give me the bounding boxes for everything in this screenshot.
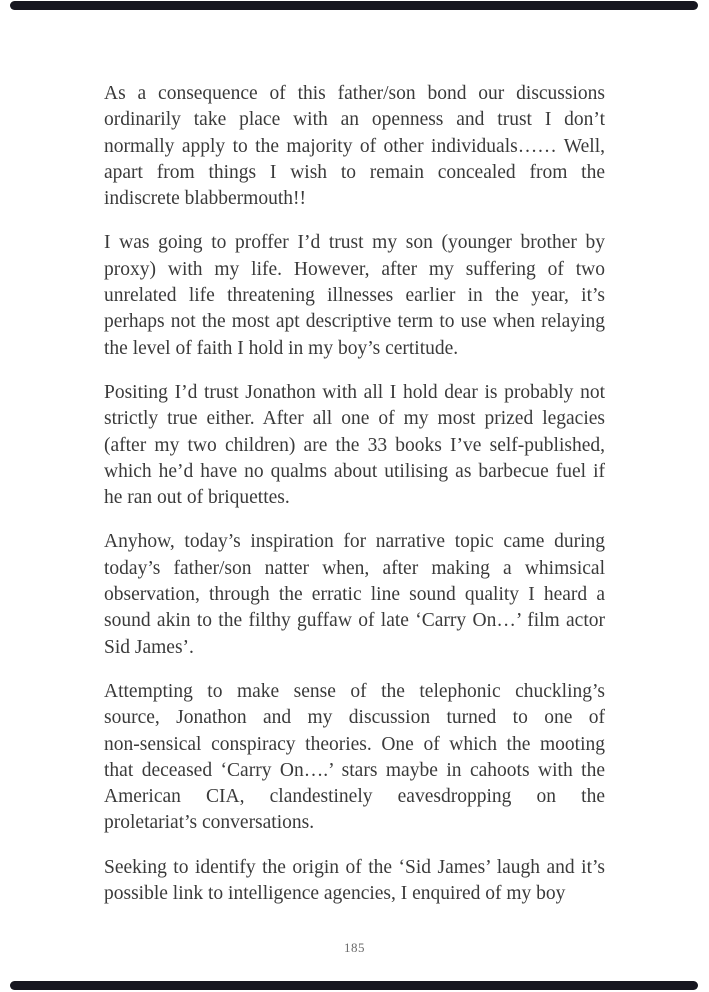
text-line: strictly true either. After all one of my most prized legacies bbox=[104, 408, 605, 430]
text-line: As a consequence of this father/son bond our discussions bbox=[104, 83, 605, 104]
text-line: apart from things I wish to remain concealed from the bbox=[104, 161, 605, 183]
text-line: unrelated life threatening illnesses earlier in the year, it’s bbox=[104, 285, 605, 307]
text-line: (after my two children) are the 33 books I’ve self-published, bbox=[104, 434, 605, 456]
text-line: Positing I’d trust Jonathon with all I hold dear is probably not bbox=[104, 381, 605, 403]
text-line: source, Jonathon and my discussion turned to one of bbox=[104, 707, 605, 729]
text-line: normally apply to the majority of other individuals…… Well, bbox=[104, 135, 605, 157]
text-line: Seeking to identify the origin of the ‘Sid James’ laugh and it’s bbox=[104, 856, 605, 878]
text-line: non-sensical conspiracy theories. One of which the mooting bbox=[104, 733, 605, 755]
text-line: sound akin to the filthy guffaw of late ‘Carry On…’ film actor bbox=[104, 610, 605, 632]
text-line: he ran out of briquettes. bbox=[104, 487, 290, 509]
text-line: perhaps not the most apt descriptive term to use when relaying bbox=[104, 311, 605, 333]
bottom-edge-bar bbox=[10, 981, 698, 990]
text-line: indiscrete blabbermouth!! bbox=[104, 188, 306, 210]
paragraph bbox=[104, 380, 605, 511]
text-line: proxy) with my life. However, after my suffering of two bbox=[104, 258, 605, 280]
text-line: which he’d have no qualms about utilising as barbecue fuel if bbox=[104, 460, 605, 482]
text-line: Sid James’. bbox=[104, 636, 194, 658]
text-line: today’s father/son natter when, after making a whimsical bbox=[104, 557, 605, 579]
text-line: I was going to proffer I’d trust my son (younger brother by bbox=[104, 232, 605, 254]
text-line: the level of faith I hold in my boy’s certitude. bbox=[104, 337, 459, 359]
paragraph bbox=[104, 679, 605, 837]
paragraph bbox=[104, 81, 605, 212]
paragraph bbox=[104, 855, 605, 908]
page-text bbox=[104, 0, 605, 925]
paragraph bbox=[104, 529, 605, 660]
text-line: possible link to intelligence agencies, I enquired of my boy bbox=[104, 883, 566, 905]
text-line: observation, through the erratic line sound quality I heard a bbox=[104, 584, 605, 606]
text-line: American CIA, clandestinely eavesdropping on the bbox=[104, 786, 605, 808]
text-line: proletariat’s conversations. bbox=[104, 812, 315, 834]
text-line: Attempting to make sense of the telephonic chuckling’s bbox=[104, 680, 605, 702]
page-number: 185 bbox=[344, 940, 365, 955]
text-line: ordinarily take place with an openness and trust I don’t bbox=[104, 109, 605, 131]
paragraph bbox=[104, 230, 605, 361]
text-line: that deceased ‘Carry On….’ stars maybe in cahoots with the bbox=[104, 759, 605, 781]
text-line: Anyhow, today’s inspiration for narrative topic came during bbox=[104, 531, 605, 553]
